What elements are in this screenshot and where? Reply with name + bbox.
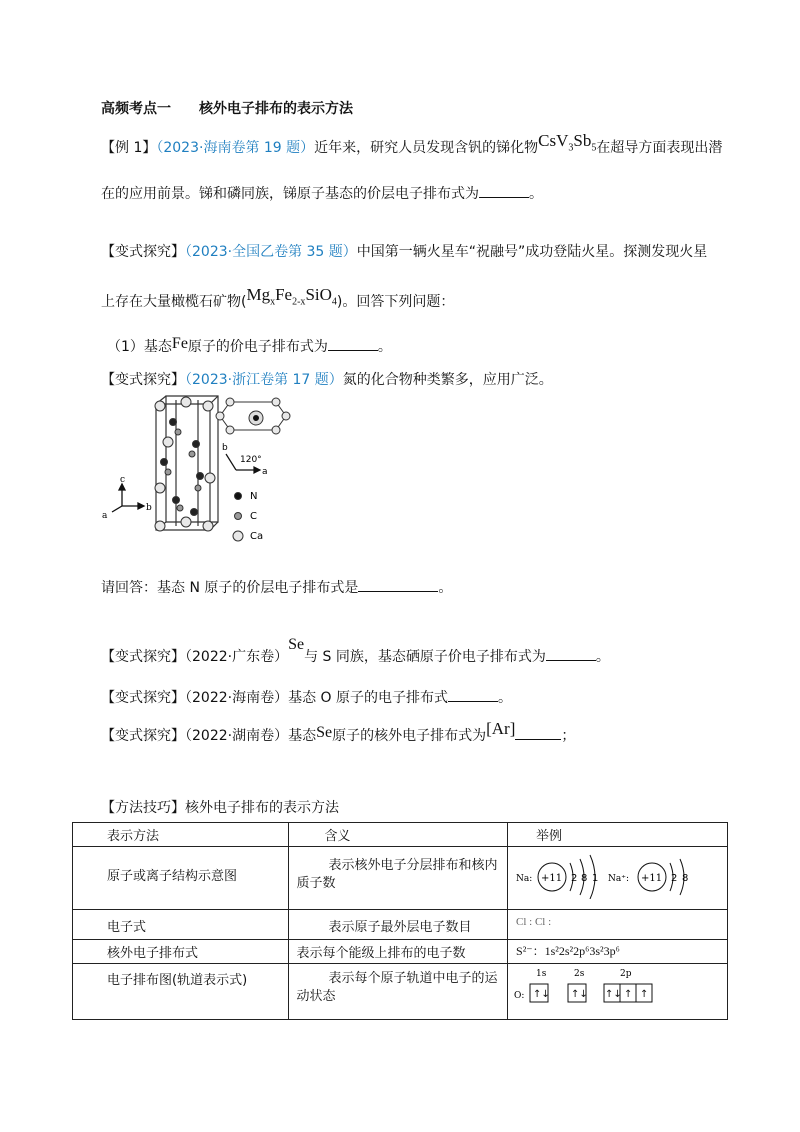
svg-text:Na⁺:: Na⁺: — [608, 874, 630, 884]
svg-text:↑↓: ↑↓ — [605, 989, 622, 1000]
example-1-line2: 在的应用前景。锑和磷同族，锑原子基态的价层电子排布式为 。 — [101, 183, 543, 203]
axis-b-label: b — [146, 503, 152, 513]
example-source: （2023·海南卷第 19 题） — [156, 140, 315, 156]
answer-blank[interactable] — [358, 577, 438, 592]
answer-blank[interactable] — [479, 183, 529, 198]
svg-text:↑: ↑ — [624, 989, 633, 1000]
angle-label: 120° — [240, 455, 262, 465]
example-1-line1 — [101, 131, 723, 159]
example-5: 【变式探究】（2022·海南卷）基态 O 原子的电子排布式 。 — [101, 687, 512, 707]
table-header: 含义 — [288, 823, 508, 847]
svg-text:↑↓: ↑↓ — [571, 989, 588, 1000]
svg-text:2p: 2p — [620, 969, 632, 979]
example-2-question-1: （1）基态Fe原子的价电子排布式为 。 — [107, 335, 392, 355]
example-2-line2: 上存在大量橄榄石矿物$(Mg_xFe_{2-x}SiO_4)$。回答下列问题： — [101, 285, 455, 310]
svg-text:Na:: Na: — [516, 874, 533, 884]
example-2-line1: 【变式探究】（2023·全国乙卷第 35 题）中国第一辆火星车“祝融号”成功登陆火星。探测发现火星 — [101, 244, 708, 260]
legend-c: C — [250, 511, 257, 522]
example-4: 【变式探究】（2022·广东卷）Se与 S 同族，基态硒原子价电子排布式为 。 — [101, 636, 610, 665]
answer-blank[interactable] — [448, 687, 498, 702]
example-text-cont: 在超导方面表现出潜 — [596, 140, 723, 156]
example-6: 【变式探究】（2022·湖南卷）基态Se原子的核外电子排布式为[Ar] ； — [101, 719, 576, 744]
svg-text:1s: 1s — [536, 969, 547, 979]
section-heading: 高频考点一 核外电子排布的表示方法 — [101, 101, 353, 117]
example-text: 近年来，研究人员发现含钒的锑化物 — [314, 140, 539, 156]
svg-text:2: 2 — [571, 873, 578, 884]
table-row: 核外电子排布式 表示每个能级上排布的电子数 S²⁻：1s²2s²2p⁶3s²3p⁶ — [73, 940, 728, 964]
answer-blank[interactable] — [328, 336, 378, 351]
formula-olivine: $Mg_xFe_{2-x}SiO_4$ — [246, 285, 337, 308]
svg-text:1: 1 — [592, 873, 599, 884]
axis-c-label: c — [120, 475, 126, 485]
example-3-question: 请回答：基态 N 原子的价层电子排布式是 。 — [101, 577, 452, 597]
electron-dot-example: Cl : Cl : — [508, 910, 728, 940]
table-row: 原子或离子结构示意图 表示核外电子分层排布和核内质子数 Na: +11 2 8 1 Na⁺: +11 2 8 — [73, 847, 728, 910]
atom-structure-diagrams — [508, 847, 728, 910]
svg-text:↑: ↑ — [640, 989, 649, 1000]
svg-text:+11: +11 — [541, 873, 563, 884]
svg-text:↑↓: ↑↓ — [533, 989, 550, 1000]
table-header: 表示方法 — [73, 823, 289, 847]
legend-n: N — [250, 491, 258, 502]
config-example: S²⁻：1s²2s²2p⁶3s²3p⁶ — [508, 940, 728, 964]
svg-text:O:: O: — [514, 991, 525, 1001]
axis-a-top-label: a — [262, 467, 268, 477]
svg-text:2: 2 — [671, 873, 678, 884]
answer-blank[interactable] — [515, 725, 561, 740]
orbital-diagram — [508, 964, 728, 1020]
formula-csv3sb5: $CsV_3Sb_5$ — [538, 131, 597, 154]
svg-text:8: 8 — [581, 873, 588, 884]
svg-text:+11: +11 — [641, 873, 663, 884]
crystal-structure-figure — [98, 392, 294, 552]
example-tag: 【例 1】 — [101, 140, 157, 156]
axis-b-top-label: b — [222, 443, 228, 453]
table-row: 电子式 表示原子最外层电子数目 Cl : Cl : — [73, 910, 728, 940]
legend-ca: Ca — [250, 531, 264, 542]
method-table — [72, 822, 728, 1020]
axis-a-label: a — [102, 511, 108, 521]
example-3-line1: 【变式探究】（2023·浙江卷第 17 题）氮的化合物种类繁多，应用广泛。 — [101, 372, 553, 388]
method-title: 【方法技巧】核外电子排布的表示方法 — [101, 800, 339, 816]
table-row: 电子排布图(轨道表示式) 表示每个原子轨道中电子的运动状态 1s 2s 2p O: ↑↓ ↑↓ ↑↓ ↑ ↑ — [73, 964, 728, 1020]
svg-text:2s: 2s — [574, 969, 585, 979]
answer-blank[interactable] — [546, 646, 596, 661]
svg-text:8: 8 — [682, 873, 689, 884]
table-header: 举例 — [508, 823, 728, 847]
